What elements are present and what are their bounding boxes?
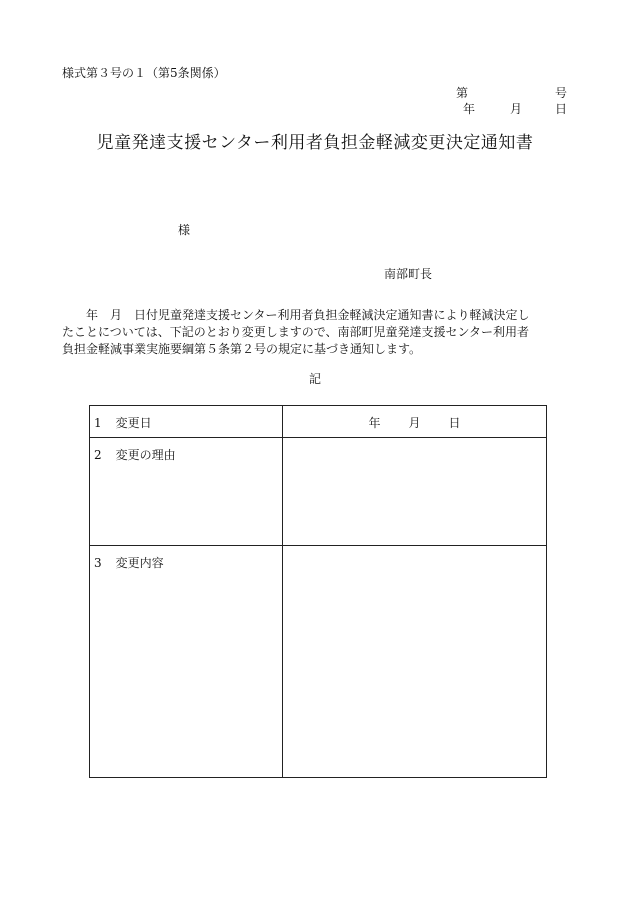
- change-date-year: 年: [368, 416, 381, 430]
- row-label: 変更日: [115, 416, 152, 430]
- table-label-cell: [90, 406, 283, 438]
- change-content-cell: [283, 546, 547, 778]
- table-row: [90, 438, 547, 546]
- issuer-name: 南部町長: [384, 267, 433, 281]
- detail-table: [89, 405, 547, 778]
- notice-body: [62, 307, 572, 358]
- form-label: 様式第３号の１（第5条関係）: [62, 66, 226, 80]
- change-date-cell: [283, 406, 547, 438]
- table-row: [90, 406, 547, 438]
- row-label: 変更の理由: [115, 448, 176, 462]
- table-label-cell: [90, 438, 283, 546]
- row-number: 2: [94, 448, 102, 462]
- ki-heading: 記: [308, 372, 321, 386]
- addressee-suffix: 様: [178, 223, 191, 237]
- issue-date-month: 月: [510, 102, 523, 116]
- table-label-cell: [90, 546, 283, 778]
- number-suffix: 号: [555, 86, 568, 100]
- change-reason-cell: [283, 438, 547, 546]
- row-label: 変更内容: [115, 556, 164, 570]
- row-number: 1: [94, 416, 102, 430]
- change-date-day: 日: [448, 416, 461, 430]
- document-title: 児童発達支援センター利用者負担金軽減変更決定通知書: [96, 133, 534, 153]
- row-number: 3: [94, 556, 102, 570]
- notice-body-line: たことについては、下記のとおり変更しますので、南部町児童発達支援センター利用者: [62, 325, 530, 339]
- issue-date-day: 日: [555, 102, 568, 116]
- notice-body-line: 年 月 日付児童発達支援センター利用者負担金軽減決定通知書により軽減決定し: [62, 308, 530, 322]
- notice-body-line: 負担金軽減事業実施要綱第５条第２号の規定に基づき通知します。: [62, 342, 422, 356]
- issue-date-year: 年: [463, 102, 476, 116]
- change-date-month: 月: [408, 416, 421, 430]
- number-prefix: 第: [456, 86, 469, 100]
- table-row: [90, 546, 547, 778]
